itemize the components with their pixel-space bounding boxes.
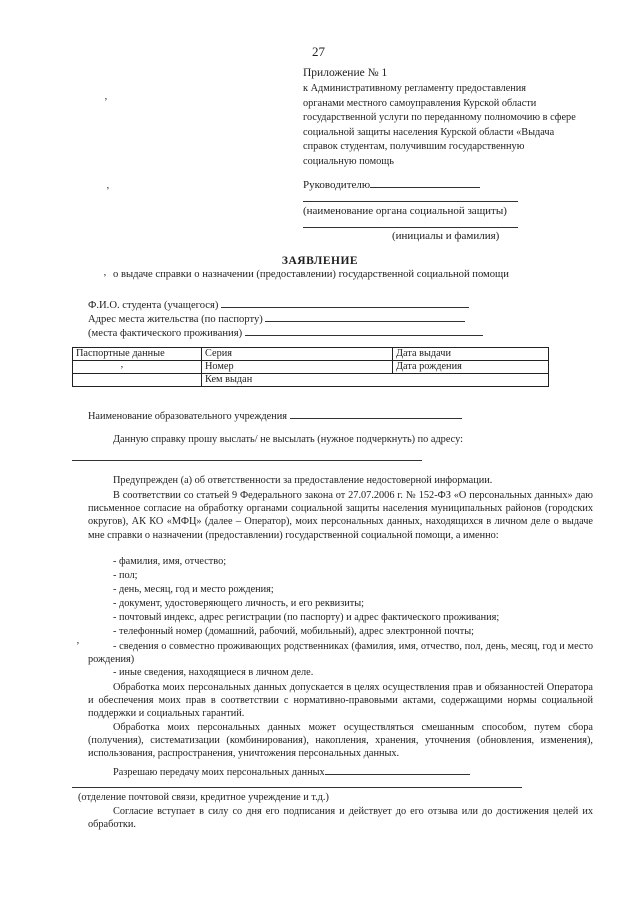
purpose-paragraph: Обработка моих персональных данных допускается в целях осуществления прав и обязанностей Оператора и обеспечения моих прав в соответствии с нормативно-правовыми актами, содержащими нормы социальной поддержки и социальных гарантий. bbox=[88, 682, 593, 720]
consent-item: - фамилия, имя, отчество; bbox=[113, 556, 227, 567]
scan-mark: ʼ bbox=[76, 640, 80, 652]
org-caption: (наименование органа социальной защиты) bbox=[303, 205, 507, 217]
appendix-heading: Приложение № 1 bbox=[303, 67, 388, 79]
series-cell[interactable]: Серия bbox=[202, 348, 393, 361]
other-info-item: - иные сведения, находящиеся в личном деле. bbox=[113, 667, 314, 678]
empty-cell bbox=[73, 361, 202, 374]
student-name-field bbox=[88, 297, 469, 311]
consent-item: - телефонный номер (домашний, рабочий, мобильный), адрес электронной почты; bbox=[113, 626, 474, 637]
issued-by-cell[interactable]: Кем выдан bbox=[202, 374, 549, 387]
addressee-blank[interactable] bbox=[370, 177, 480, 188]
table-row bbox=[73, 374, 549, 387]
appendix-line: социальной защиты населения Курской области «Выдача bbox=[303, 126, 555, 138]
transfer-blank[interactable] bbox=[325, 764, 470, 775]
appendix-line: государственной услуги по переданному полномочию в сфере bbox=[303, 112, 576, 124]
address-blank[interactable] bbox=[72, 460, 422, 461]
appendix-line: к Административному регламенту предоставления bbox=[303, 83, 527, 94]
number-cell[interactable]: Номер bbox=[202, 361, 393, 374]
actual-residence-label: (места фактического проживания) bbox=[88, 328, 243, 339]
appendix-line: органами местного самоуправления Курской области bbox=[303, 97, 537, 109]
consent-item: - день, месяц, год и место рождения; bbox=[113, 584, 274, 595]
appendix-block bbox=[303, 82, 576, 170]
page-number: 27 bbox=[312, 44, 325, 59]
institution-blank[interactable] bbox=[290, 408, 462, 419]
consent-item: - пол; bbox=[113, 570, 138, 581]
birth-date-cell[interactable]: Дата рождения bbox=[393, 361, 549, 374]
cohabitants-item: - сведения о совместно проживающих родственниках (фамилия, имя, отчество, пол, день, месяц, год и место рождения) bbox=[88, 641, 593, 666]
validity-paragraph: Согласие вступает в силу со дня его подписания и действует до его отзыва или до достижения целей их обработки. bbox=[88, 806, 593, 831]
org-blank[interactable] bbox=[303, 201, 518, 202]
passport-label-cell: Паспортные данные bbox=[73, 348, 202, 361]
student-name-blank[interactable] bbox=[221, 297, 469, 308]
passport-table bbox=[72, 347, 549, 387]
actual-residence-blank[interactable] bbox=[245, 325, 483, 336]
appendix-line: социальную помощь bbox=[303, 155, 394, 167]
name-caption: (инициалы и фамилия) bbox=[392, 230, 500, 242]
institution-label: Наименование образовательного учреждения bbox=[88, 411, 287, 422]
table-row bbox=[73, 361, 549, 374]
send-request: Данную справку прошу выслать/ не высылать (нужное подчеркнуть) по адресу: bbox=[113, 434, 463, 445]
addressee-label: Руководителю bbox=[303, 179, 371, 191]
transfer-blank-line[interactable] bbox=[72, 787, 522, 788]
addressee-line bbox=[303, 177, 480, 191]
institution-field bbox=[88, 408, 462, 422]
table-row bbox=[73, 348, 549, 361]
appendix-line: справок студентам, получившим государственную bbox=[303, 141, 525, 153]
consent-intro: В соответствии со статьей 9 Федерального закона от 27.07.2006 г. № 152-ФЗ «О персональных данных» даю письменное согласие на обработку органами социальной защиты населения муниципальных районов (городских округов), АК КО «МФЦ» (далее – Оператор), моих персональных данных, находящихся в личном деле о выдаче мне справки о назначении (предоставлении) государственной социальной помощи, а именно: bbox=[88, 490, 593, 541]
name-blank[interactable] bbox=[303, 227, 518, 228]
residence-field bbox=[88, 311, 465, 325]
residence-blank[interactable] bbox=[265, 311, 465, 322]
document-title: ЗАЯВЛЕНИЕ bbox=[281, 255, 359, 267]
transfer-label: Разрешаю передачу моих персональных данных bbox=[113, 767, 325, 778]
responsibility-warning: Предупрежден (а) об ответственности за предоставление недостоверной информации. bbox=[113, 475, 493, 486]
document-subtitle: о выдаче справки о назначении (предоставлении) государственной социальной помощи bbox=[113, 269, 509, 280]
residence-label: Адрес места жительства (по паспорту) bbox=[88, 314, 263, 325]
transfer-caption: (отделение почтовой связи, кредитное учреждение и т.д.) bbox=[78, 792, 329, 803]
consent-item: - почтовый индекс, адрес регистрации (по паспорту) и адрес фактического проживания; bbox=[113, 612, 500, 623]
scan-mark: ʼ bbox=[104, 96, 108, 108]
scan-mark: ʼ bbox=[120, 364, 124, 376]
student-name-label: Ф.И.О. студента (учащегося) bbox=[88, 300, 219, 311]
empty-cell bbox=[73, 374, 202, 387]
issue-date-cell[interactable]: Дата выдачи bbox=[393, 348, 549, 361]
scan-mark: ʼ bbox=[103, 272, 107, 284]
scan-mark: ʼ bbox=[106, 185, 110, 197]
consent-item: - документ, удостоверяющего личность, и его реквизиты; bbox=[113, 598, 365, 609]
actual-residence-field bbox=[88, 325, 483, 339]
transfer-field bbox=[113, 764, 470, 778]
method-paragraph: Обработка моих персональных данных может осуществляться смешанным способом, путем сбора (получения), систематизации (комбинирования), накопления, хранения, уточнения (обновления, изменения), использования, распространения, уничтожения персональных данных. bbox=[88, 722, 593, 760]
